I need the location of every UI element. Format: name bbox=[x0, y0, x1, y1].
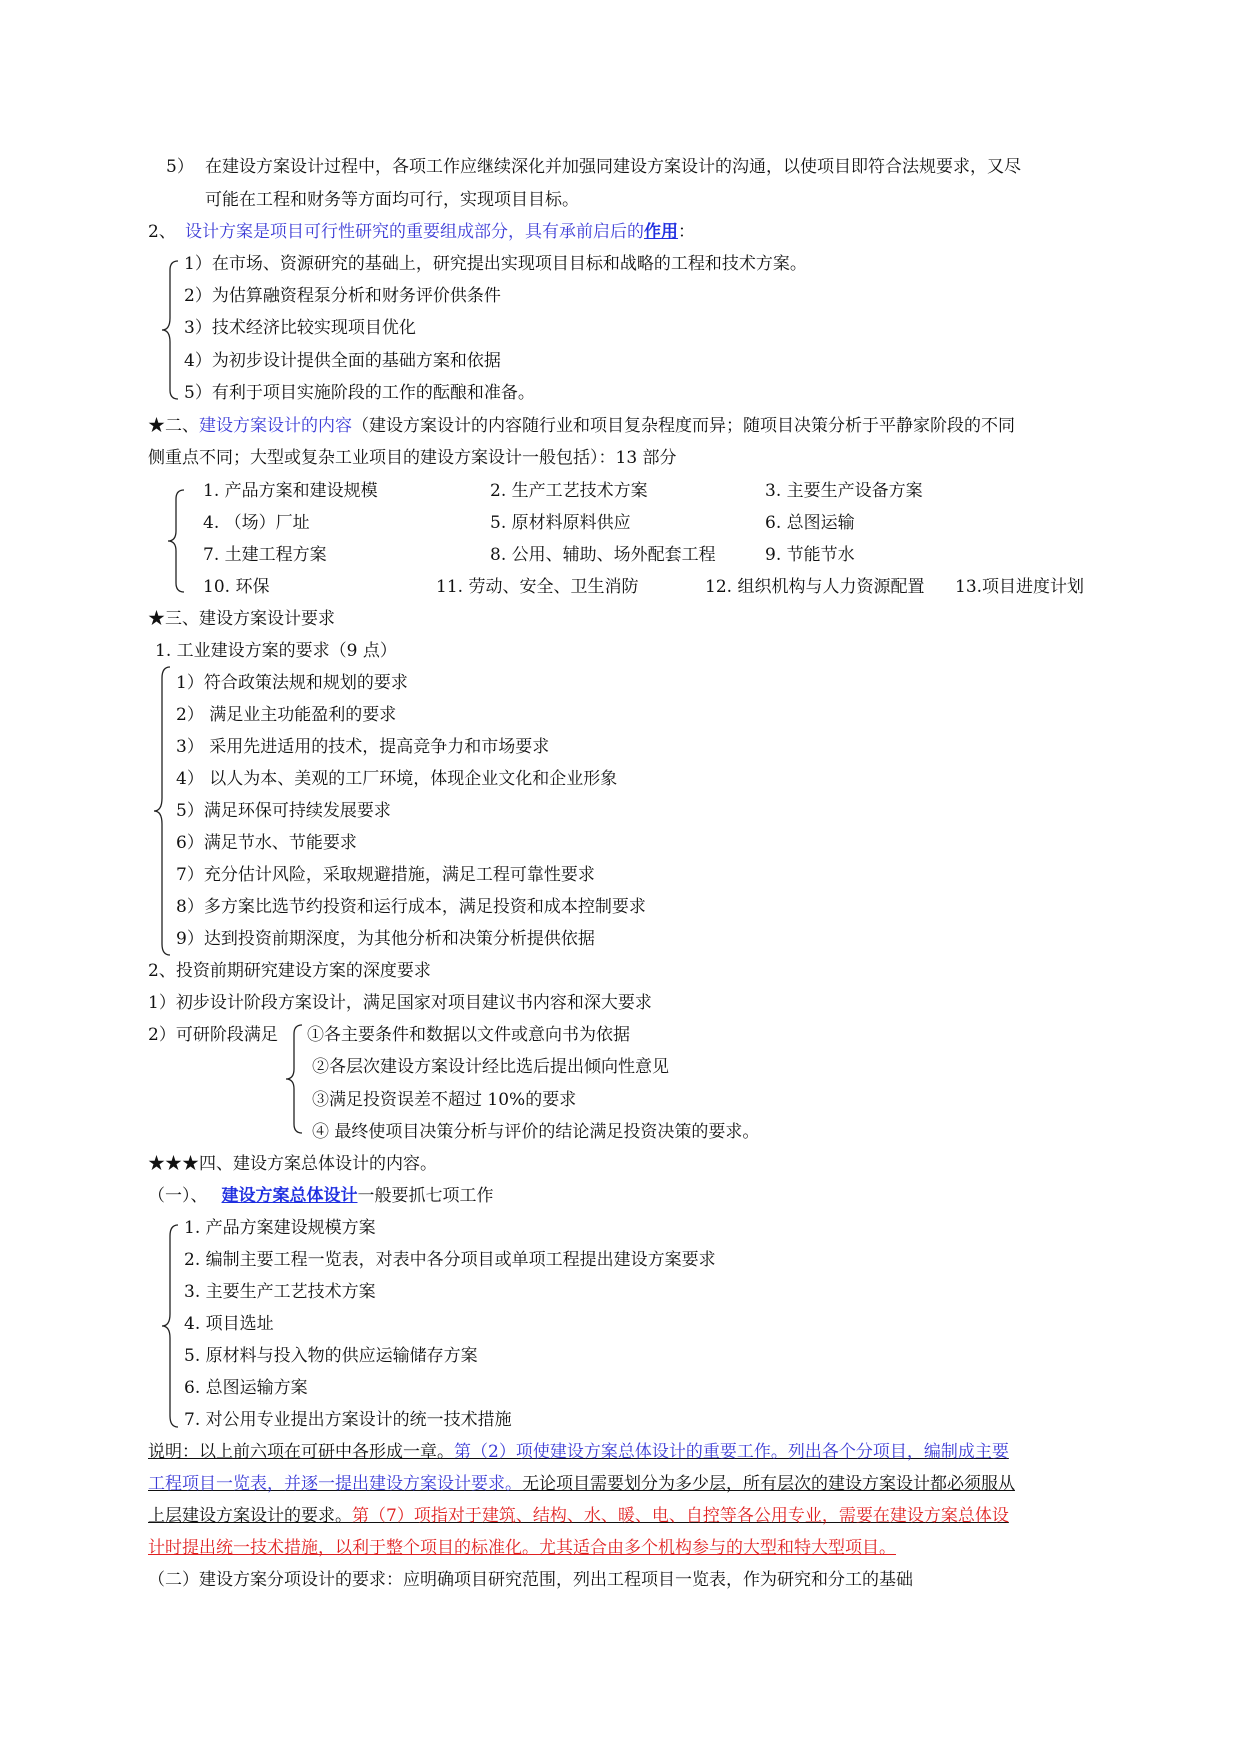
list-item: 9）达到投资前期深度，为其他分析和决策分析提供依据 bbox=[176, 929, 595, 949]
star-marker: ★二、 bbox=[148, 416, 199, 436]
section-desc-line: 侧重点不同；大型或复杂工业项目的建设方案设计一般包括）：13 部分 bbox=[148, 448, 677, 468]
list-item: 7）充分估计风险，采取规避措施，满足工程可靠性要求 bbox=[176, 865, 595, 885]
list-item: ④ 最终使项目决策分析与评价的结论满足投资决策的要求。 bbox=[312, 1122, 760, 1142]
list-item: ③满足投资误差不超过 10%的要求 bbox=[312, 1090, 577, 1110]
list-item: 5）满足环保可持续发展要求 bbox=[176, 801, 391, 821]
note-highlight-blue: 工程项目一览表，并逐一提出建设方案设计要求。 bbox=[148, 1474, 522, 1494]
list-item: 6. 总图运输方案 bbox=[184, 1378, 308, 1398]
paragraph-line: 1）初步设计阶段方案设计，满足国家对项目建议书内容和深大要求 bbox=[148, 993, 652, 1013]
list-item: 2） 满足业主功能盈利的要求 bbox=[176, 705, 397, 725]
note-highlight-red: 第（7）项指对于建筑、结构、水、暖、电、自控等各公用专业，需要在建设方案总体设 bbox=[352, 1506, 1009, 1526]
left-brace bbox=[282, 1022, 308, 1136]
list-item: 4. 项目选址 bbox=[184, 1314, 274, 1334]
note-line bbox=[148, 1474, 1015, 1494]
section-title: 建设方案设计的内容 bbox=[199, 416, 352, 436]
content-item: 9. 节能节水 bbox=[765, 545, 855, 565]
list-item: 8）多方案比选节约投资和运行成本，满足投资和成本控制要求 bbox=[176, 897, 646, 917]
list-item: 4） 以人为本、美观的工厂环境，体现企业文化和企业形象 bbox=[176, 769, 618, 789]
content-item: 10. 环保 bbox=[203, 577, 270, 597]
content-item: 8. 公用、辅助、场外配套工程 bbox=[490, 545, 716, 565]
left-brace bbox=[158, 258, 184, 402]
left-brace bbox=[150, 664, 176, 958]
colon: ： bbox=[678, 222, 695, 242]
section-number: 2、 bbox=[148, 222, 176, 242]
list-item: 6）满足节水、节能要求 bbox=[176, 833, 357, 853]
content-item: 7. 土建工程方案 bbox=[203, 545, 327, 565]
list-item: 7. 对公用专业提出方案设计的统一技术措施 bbox=[184, 1410, 512, 1430]
left-brace bbox=[164, 487, 190, 595]
content-item: 5. 原材料原料供应 bbox=[490, 513, 631, 533]
subsection-tail: 一般要抓七项工作 bbox=[357, 1186, 494, 1206]
paragraph-line: 2）可研阶段满足 bbox=[148, 1025, 278, 1045]
content-item: 3. 主要生产设备方案 bbox=[765, 481, 923, 501]
list-item: 3. 主要生产工艺技术方案 bbox=[184, 1282, 376, 1302]
note-text: 上层建设方案设计的要求。 bbox=[148, 1506, 352, 1526]
list-item: 1）符合政策法规和规划的要求 bbox=[176, 673, 408, 693]
section-desc: （建设方案设计的内容随行业和项目复杂程度而异；随项目决策分析于平静家阶段的不同 bbox=[352, 416, 1015, 436]
list-item: 1. 产品方案建设规模方案 bbox=[184, 1218, 376, 1238]
note-line bbox=[148, 1506, 1009, 1526]
subsection-heading: 2、投资前期研究建设方案的深度要求 bbox=[148, 961, 431, 981]
note-text: 说明：以上前六项在可研中各形成一章。 bbox=[148, 1442, 454, 1462]
list-item: 2）为估算融资程泵分析和财务评价供条件 bbox=[184, 286, 501, 306]
note-highlight-blue: 第（2）项使建设方案总体设计的重要工作。列出各个分项目，编制成主要 bbox=[454, 1442, 1009, 1462]
list-item: ①各主要条件和数据以文件或意向书为依据 bbox=[307, 1025, 630, 1045]
content-item: 4. （场）厂址 bbox=[203, 513, 310, 533]
subsection-prefix: （一）、 bbox=[148, 1186, 208, 1206]
item-number: 5） bbox=[166, 157, 194, 177]
list-item: ②各层次建设方案设计经比选后提出倾向性意见 bbox=[312, 1057, 669, 1077]
section-heading-text: 设计方案是项目可行性研究的重要组成部分，具有承前启后的 bbox=[185, 222, 644, 242]
list-item: 5）有利于项目实施阶段的工作的酝酿和准备。 bbox=[184, 383, 535, 403]
section-heading: ★★★四、建设方案总体设计的内容。 bbox=[148, 1154, 437, 1174]
note-text: 无论项目需要划分为多少层，所有层次的建设方案设计都必须服从 bbox=[522, 1474, 1015, 1494]
content-item: 13.项目进度计划 bbox=[955, 577, 1085, 597]
content-item: 12. 组织机构与人力资源配置 bbox=[705, 577, 925, 597]
note-line: 计时提出统一技术措施，以利于整个项目的标准化。尤其适合由多个机构参与的大型和特大型项目。 bbox=[148, 1538, 896, 1558]
link-zuoyong[interactable]: 作用 bbox=[644, 222, 678, 242]
section-heading bbox=[185, 222, 695, 242]
paragraph-line: 可能在工程和财务等方面均可行，实现项目目标。 bbox=[205, 190, 579, 210]
content-item: 6. 总图运输 bbox=[765, 513, 855, 533]
list-item: 1）在市场、资源研究的基础上，研究提出实现项目目标和战略的工程和技术方案。 bbox=[184, 254, 807, 274]
list-item: 4）为初步设计提供全面的基础方案和依据 bbox=[184, 351, 501, 371]
subsection-heading: 1. 工业建设方案的要求（9 点） bbox=[155, 641, 397, 661]
subsection-heading: （二）建设方案分项设计的要求：应明确项目研究范围，列出工程项目一览表，作为研究和分工的基础 bbox=[148, 1570, 913, 1590]
section-heading: ★三、建设方案设计要求 bbox=[148, 609, 335, 629]
list-item: 3） 采用先进适用的技术，提高竞争力和市场要求 bbox=[176, 737, 550, 757]
subsection-heading bbox=[148, 1186, 494, 1206]
content-item: 1. 产品方案和建设规模 bbox=[203, 481, 378, 501]
link-overall-design[interactable]: 建设方案总体设计 bbox=[221, 1186, 358, 1206]
list-item: 5. 原材料与投入物的供应运输储存方案 bbox=[184, 1346, 478, 1366]
content-item: 11. 劳动、安全、卫生消防 bbox=[436, 577, 639, 597]
content-item: 2. 生产工艺技术方案 bbox=[490, 481, 648, 501]
note-line bbox=[148, 1442, 1009, 1462]
list-item: 3）技术经济比较实现项目优化 bbox=[184, 318, 416, 338]
left-brace bbox=[158, 1222, 184, 1430]
list-item: 2. 编制主要工程一览表，对表中各分项目或单项工程提出建设方案要求 bbox=[184, 1250, 716, 1270]
section-heading bbox=[148, 416, 1015, 436]
paragraph-line: 在建设方案设计过程中，各项工作应继续深化并加强同建设方案设计的沟通，以使项目即符合法规要求，又尽 bbox=[205, 157, 1021, 177]
